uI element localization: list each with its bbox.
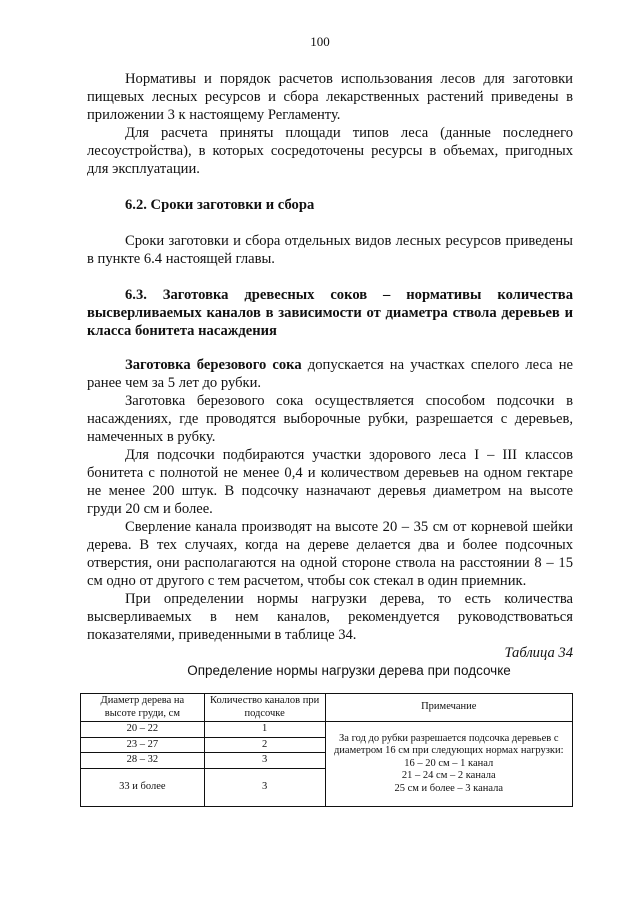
table-header-row [81, 694, 573, 722]
cell-channels: 3 [204, 753, 325, 769]
header-note: Примечание [325, 694, 572, 722]
note-line: 21 – 24 см – 2 канала [401, 770, 496, 781]
note-line: 16 – 20 см – 1 канал [404, 757, 494, 769]
cell-diameter: 33 и более [81, 768, 205, 806]
cell-note [325, 722, 572, 807]
note-line: 25 см и более – 3 канала [394, 782, 504, 794]
note-line: За год до рубки разрешается подсочка деревьев с диаметром 16 см при следующих нормах нагрузки: [333, 732, 564, 756]
table-label: Таблица 34 [504, 645, 573, 661]
paragraph: Заготовка березового сока осуществляется способом подсочки в насаждениях, где проводятся выборочные рубки, разрешается с деревьев, намеченных в рубку. [87, 393, 573, 445]
cell-diameter: 20 – 22 [81, 722, 205, 738]
table-title: Определение нормы нагрузки дерева при подсочке [187, 663, 511, 678]
section-heading-6-2: 6.2. Сроки заготовки и сбора [125, 197, 315, 213]
header-channels: Количество каналов при подсочке [204, 694, 325, 722]
load-norm-table [80, 693, 573, 807]
table-row [81, 722, 573, 738]
paragraph: При определении нормы нагрузки дерева, то есть количества высверливаемых в нем каналов, рекомендуется руководствоваться показателями, приведенными в таблице 34. [87, 591, 573, 643]
cell-diameter: 28 – 32 [81, 753, 205, 769]
section-heading-6-3: 6.3. Заготовка древесных соков – нормативы количества высверливаемых каналов в зависимости от диаметра ствола деревьев и класса бонитета насаждения [87, 287, 573, 339]
cell-channels: 3 [204, 768, 325, 806]
paragraph: Сроки заготовки и сбора отдельных видов лесных ресурсов приведены в пункте 6.4 настоящей главы. [87, 233, 573, 267]
body-text [87, 70, 573, 680]
paragraph: Сверление канала производят на высоте 20 – 35 см от корневой шейки дерева. В тех случаях, когда на дереве делается два и более подсочных отверстия, они располагаются на одной стороне ствола на расстоянии 8 – 15 см одно от другого с тем расчетом, чтобы сок стекал в один приемник. [87, 519, 573, 589]
cell-channels: 1 [204, 722, 325, 738]
paragraph: Для подсочки подбираются участки здорового леса I – III классов бонитета с полнотой не менее 0,4 и количеством деревьев на одном гектаре не менее 200 штук. В подсочку назначают деревья диаметром на высоте груди 20 см и более. [87, 447, 573, 517]
paragraph: Нормативы и порядок расчетов использования лесов для заготовки пищевых лесных ресурсов и сбора лекарственных растений приведены в приложении 3 к настоящему Регламенту. [87, 71, 573, 123]
cell-diameter: 23 – 27 [81, 737, 205, 753]
header-diameter: Диаметр дерева на высоте груди, см [81, 694, 205, 722]
paragraph: Для расчета приняты площади типов леса (данные последнего лесоустройства), в которых сосредоточены ресурсы в объемах, пригодных для эксплуатации. [87, 125, 573, 177]
bold-phrase: Заготовка березового сока [125, 357, 302, 373]
paragraph-rest: допускается на участках спелого леса не ранее чем за 5 лет до рубки. [87, 357, 573, 391]
cell-channels: 2 [204, 737, 325, 753]
paragraph [87, 356, 573, 392]
page-number: 100 [310, 34, 330, 49]
